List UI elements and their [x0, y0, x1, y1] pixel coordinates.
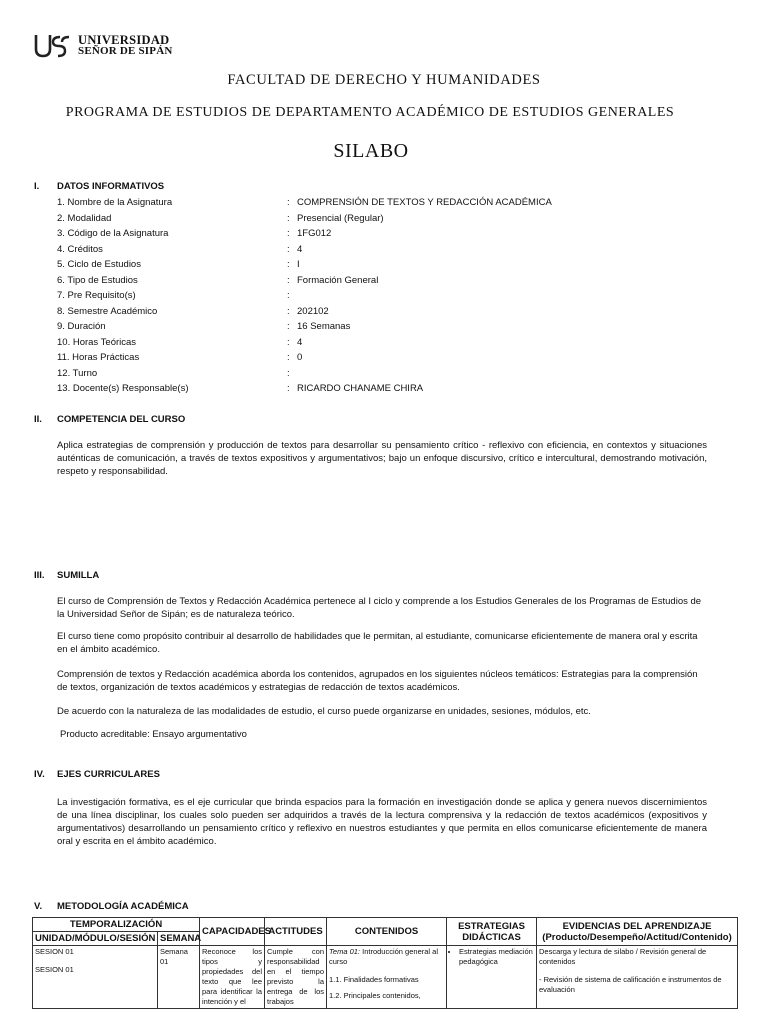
cell-semana: Semana 01 [158, 946, 200, 1009]
header-temporalizacion: TEMPORALIZACIÓN [33, 918, 200, 932]
cell-estrategias: • Estrategias mediación pedagógica [447, 946, 537, 1009]
info-value: 0 [297, 352, 303, 363]
header-unidad: UNIDAD/MÓDULO/SESIÓN [33, 932, 158, 946]
competencia-text: Aplica estrategias de comprensión y producción de textos para desarrollar su pensamiento crítico - reflexivo con eficiencia, en contextos y situaciones auténticas de comunicación, a través de textos expositivos y argumentativos; bajo un enfoque discursivo, crítico e intercultural, demostrando motivación, respeto y responsabilidad. [57, 440, 707, 477]
program-heading: PROGRAMA DE ESTUDIOS DE DEPARTAMENTO ACADÉMICO DE ESTUDIOS GENERALES [65, 105, 675, 120]
info-colon: : [287, 383, 290, 394]
info-label: 11. Horas Prácticas [57, 352, 140, 363]
cell-capacidades: Reconoce los tipos y propiedades del texto que lee para identificar la intención y el [200, 946, 265, 1009]
info-colon: : [287, 212, 290, 224]
header-semana: SEMANA [158, 932, 200, 946]
info-colon: : [287, 290, 290, 301]
sumilla-paragraph-1: El curso de Comprensión de Textos y Redacción Académica pertenece al I ciclo y comprende a los Estudios Generales de los Programas de Estudios de la Universidad Señor de Sipán; es de naturaleza teórico. [57, 596, 702, 620]
info-label: 8. Semestre Académico [57, 305, 158, 317]
info-value: Presencial (Regular) [297, 212, 384, 224]
section-heading-competencia: II. COMPETENCIA DEL CURSO [34, 414, 186, 425]
section-heading-datos: I. DATOS INFORMATIVOS [34, 181, 165, 192]
header-evidencias: EVIDENCIAS DEL APRENDIZAJE (Producto/Desempeño/Actitud/Contenido) [537, 918, 738, 946]
header-actitudes: ACTITUDES [265, 918, 327, 946]
cell-actitudes: Cumple con responsabilidad en el tiempo previsto la entrega de los trabajos [265, 946, 327, 1009]
university-logo [34, 34, 173, 58]
sumilla-paragraph-3: Comprensión de textos y Redacción académica aborda los contenidos, agrupados en los siguientes núcleos temáticos: Estrategias para la comprensión de textos, organización de textos académicos y estrategias de redacción de textos académicos. [57, 669, 698, 693]
info-colon: : [287, 197, 290, 208]
table-row [33, 946, 738, 1009]
info-label: 12. Turno [57, 367, 98, 379]
info-value: 4 [297, 243, 303, 255]
header-capacidades: CAPACIDADES [200, 918, 265, 946]
info-value: Formación General [297, 274, 379, 286]
info-label: 7. Pre Requisito(s) [57, 290, 136, 301]
info-value: 16 Semanas [297, 321, 351, 332]
logo-line-1: UNIVERSIDAD [78, 33, 170, 47]
cell-contenidos: Tema 01: Introducción general al curso 1.1. Finalidades formativas 1.2. Principales contenidos, [327, 946, 447, 1009]
info-value: 202102 [297, 305, 329, 317]
ejes-text: La investigación formativa, es el eje curricular que brinda espacios para la formación en investigación donde se aplica y genera nuevos discernimientos de una línea disciplinar, los cuales solo pueden ser adquiridos a través de la lectura comprensiva y la redacción de textos académicos (expositivos y argumentativos) desarrollando un pensamiento crítico y reflexivo en nuestros estudiantes y que permita en ellos comunicarse eficientemente de manera oral y escrita en el ámbito académico. [57, 797, 707, 847]
info-colon: : [287, 336, 290, 348]
uss-monogram-icon [34, 34, 72, 58]
cell-unidad: SESION 01 SESION 01 [33, 946, 158, 1009]
sumilla-paragraph-4: De acuerdo con la naturaleza de las modalidades de estudio, el curso puede organizarse en unidades, sesiones, módulos, etc. [57, 706, 591, 717]
info-label: 2. Modalidad [57, 212, 112, 224]
info-label: 10. Horas Teóricas [57, 336, 137, 348]
info-value: 4 [297, 336, 303, 348]
faculty-heading: FACULTAD DE DERECHO Y HUMANIDADES [227, 72, 541, 88]
info-value: COMPRENSIÓN DE TEXTOS Y REDACCIÓN ACADÉMICA [297, 197, 552, 208]
info-value: 1FG012 [297, 228, 332, 239]
info-colon: : [287, 321, 290, 332]
section-heading-metodologia: V. METODOLOGÍA ACADÉMICA [34, 901, 189, 912]
info-colon: : [287, 305, 290, 317]
info-label: 4. Créditos [57, 243, 103, 255]
info-colon: : [287, 243, 290, 255]
info-colon: : [287, 228, 290, 239]
section-heading-ejes: IV. EJES CURRICULARES [34, 769, 160, 780]
info-label: 9. Duración [57, 321, 106, 332]
info-colon: : [287, 352, 290, 363]
sumilla-paragraph-2: El curso tiene como propósito contribuir al desarrollo de habilidades que le permitan, al estudiante, comunicarse eficientemente de manera oral y escrita en el ámbito académico. [57, 631, 698, 655]
metodologia-table [32, 917, 738, 1009]
info-label: 3. Código de la Asignatura [57, 228, 169, 239]
info-value: RICARDO CHANAME CHIRA [297, 383, 424, 394]
info-label: 13. Docente(s) Responsable(s) [57, 383, 189, 394]
info-colon: : [287, 367, 290, 379]
info-colon: : [287, 259, 290, 270]
sumilla-paragraph-5: Producto acreditable: Ensayo argumentativo [60, 729, 247, 740]
info-label: 1. Nombre de la Asignatura [57, 197, 173, 208]
info-label: 6. Tipo de Estudios [57, 274, 138, 286]
logo-line-2: SEÑOR DE SIPÁN [78, 45, 173, 57]
document-title: SILABO [333, 140, 409, 162]
header-estrategias: ESTRATEGIAS DIDÁCTICAS [447, 918, 537, 946]
info-label: 5. Ciclo de Estudios [57, 259, 141, 270]
info-value: I [297, 259, 300, 270]
info-colon: : [287, 274, 290, 286]
header-contenidos: CONTENIDOS [327, 918, 447, 946]
section-heading-sumilla: III. SUMILLA [34, 570, 100, 581]
cell-evidencias: Descarga y lectura de silabo / Revisión general de contenidos - Revisión de sistema de calificación e instrumentos de evaluación [537, 946, 738, 1009]
